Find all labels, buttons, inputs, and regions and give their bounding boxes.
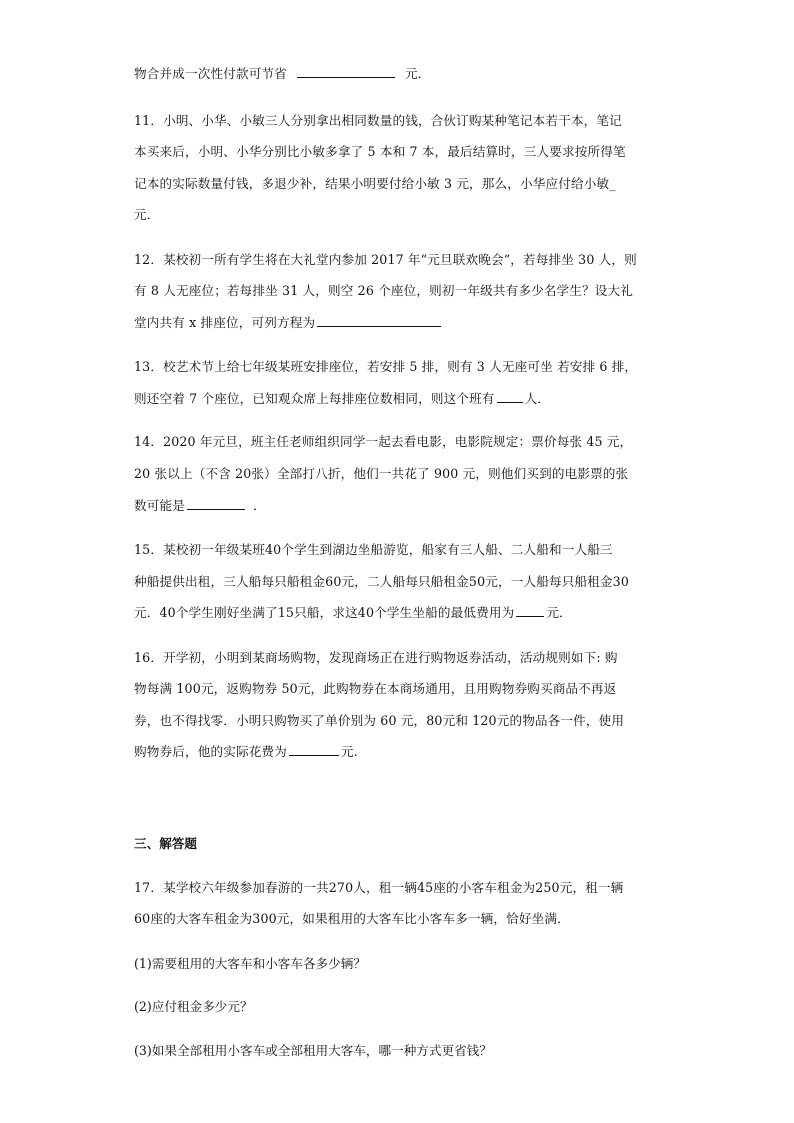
q17-line-2: 60座的大客车租金为300元，如果租用的大客车比小客车多一辆，恰好坐满． bbox=[134, 911, 570, 926]
q13-line-2 bbox=[134, 391, 674, 407]
q11-line-3-text: 记本的实际数量付钱，多退少补，结果小明要付给小敏 3 元，那么，小华应付给小敏 bbox=[134, 176, 610, 191]
answer-blank bbox=[497, 391, 523, 403]
q12-line-3 bbox=[134, 315, 674, 331]
q14-end: ． bbox=[252, 498, 266, 513]
q17-subquestion-1: (1)需要租用的大客车和小客车各多少辆？ bbox=[134, 956, 366, 971]
q13-line-1: 13．校艺术节上给七年级某班安排座位，若安排 5 排，则有 3 人无座可坐 若安排 6 排， bbox=[134, 359, 638, 374]
q15-line-2: 种船提供出租，三人船每只船租金60元，二人船每只船租金50元，一人船每只船租金30 bbox=[134, 574, 630, 589]
answer-blank bbox=[317, 315, 441, 327]
q11-line-3 bbox=[134, 176, 674, 192]
q16-line-1: 16．开学初，小明到某商场购物，发现商场正在进行购物返券活动，活动规则如下: 购 bbox=[134, 650, 618, 665]
intro-unit: 元． bbox=[404, 66, 431, 81]
section-heading: 三、解答题 bbox=[134, 836, 197, 851]
q13-line-2-text: 则还空着 7 个座位，已知观众席上每排座位数相同，则这个班有 bbox=[134, 391, 495, 406]
q12-line-2: 有 8 人无座位；若每排坐 31 人，则空 26 个座位，则初一年级共有多少名学生？设大礼 bbox=[134, 283, 634, 298]
q14-line-3-text: 数可能是 bbox=[134, 498, 185, 513]
q15-line-3-text: 元．40个学生刚好坐满了15只船，求这40个学生坐船的最低费用为 bbox=[134, 605, 515, 620]
q17-subquestion-3: (3)如果全部租用小客车或全部租用大客车，哪一种方式更省钱？ bbox=[134, 1043, 492, 1058]
q16-unit: 元. bbox=[340, 744, 358, 759]
q11-blank: _ bbox=[609, 176, 616, 191]
q15-line-3 bbox=[134, 605, 674, 621]
answer-blank bbox=[297, 66, 395, 78]
q16-line-4-text: 购物券后，他的实际花费为 bbox=[134, 744, 287, 759]
q13-unit: 人． bbox=[524, 391, 551, 406]
intro-text: 物合并成一次性付款可节省 bbox=[134, 66, 287, 81]
answer-blank bbox=[289, 744, 339, 756]
q17-subquestion-2: (2)应付租金多少元？ bbox=[134, 999, 253, 1014]
intro-line bbox=[134, 66, 674, 82]
q12-line-3-text: 堂内共有 x 排座位，可列方程为 bbox=[134, 315, 316, 330]
q11-line-2: 本买来后，小明、小华分别比小敏多拿了 5 本和 7 本，最后结算时，三人要求按所得笔 bbox=[134, 144, 626, 159]
q15-line-1: 15．某校初一年级某班40个学生到湖边坐船游览，船家有三人船、二人船和一人船三 bbox=[134, 542, 613, 557]
q16-line-2: 物每满 100元，返购物券 50元，此购物券在本商场通用，且用购物券购买商品不再返 bbox=[134, 681, 617, 696]
q17-line-1: 17．某学校六年级参加春游的一共270人，租一辆45座的小客车租金为250元，租一辆 bbox=[134, 880, 624, 895]
answer-blank bbox=[516, 605, 544, 617]
q15-unit: 元． bbox=[546, 605, 572, 620]
q14-line-1: 14．2020 年元旦，班主任老师组织同学一起去看电影，电影院规定：票价每张 45 元， bbox=[134, 434, 633, 449]
q11-line-4: 元． bbox=[134, 207, 160, 222]
q16-line-4 bbox=[134, 744, 674, 760]
q11-line-1: 11．小明、小华、小敏三人分别拿出相同数量的钱，合伙订购某种笔记本若干本，笔记 bbox=[134, 113, 622, 128]
q14-line-3 bbox=[134, 498, 674, 514]
answer-blank bbox=[187, 498, 245, 510]
q12-line-1: 12．某校初一所有学生将在大礼堂内参加 2017 年“元旦联欢晚会”，若每排坐 30 人，则 bbox=[134, 252, 637, 267]
q14-line-2: 20 张以上（不含 20张）全部打八折，他们一共花了 900 元，则他们买到的电影票的张 bbox=[134, 466, 629, 481]
q16-line-3: 券，也不得找零．小明只购物买了单价别为 60 元，80元和 120元的物品各一件，使用 bbox=[134, 713, 625, 728]
